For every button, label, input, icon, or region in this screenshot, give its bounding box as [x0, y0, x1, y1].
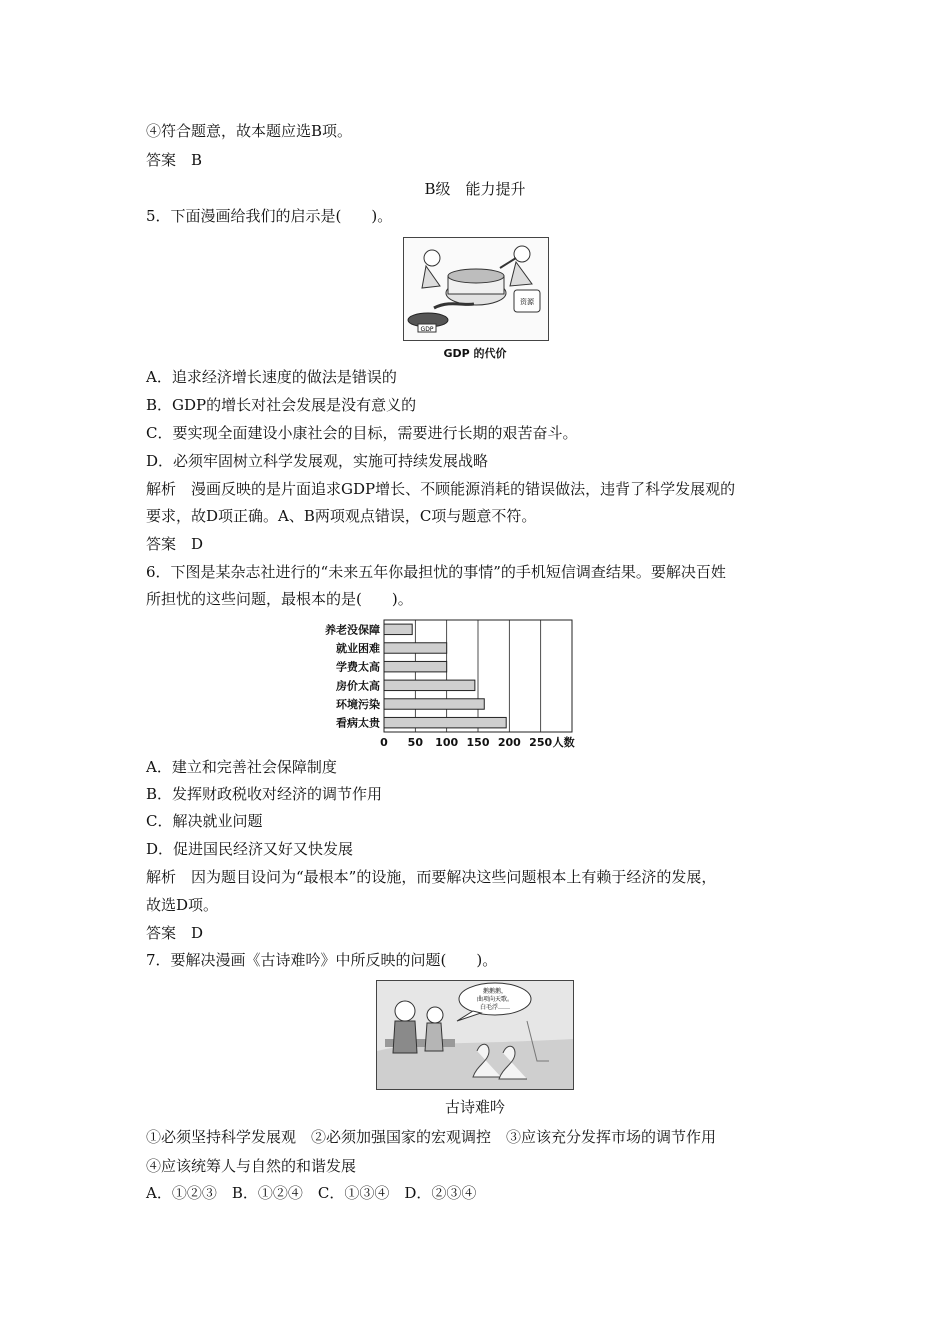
- bar: [384, 643, 447, 653]
- explanation-line: 要求，故D项正确。A、B两项观点错误，C项与题意不符。: [146, 507, 537, 525]
- x-tick-label: 200: [497, 736, 521, 749]
- bubble-line-2: 曲项向天歌。: [476, 996, 514, 1003]
- option-b: B．GDP的增长对社会发展是没有意义的: [146, 396, 417, 414]
- explanation-line: 故选D项。: [146, 896, 219, 914]
- bubble-line-3: 白毛浮……: [479, 1004, 511, 1011]
- explanation-line: 解析 漫画反映的是片面追求GDP增长、不顾能源消耗的错误做法，违背了科学发展观的: [146, 480, 736, 498]
- gdp-tag: GDP: [420, 326, 434, 333]
- bar: [384, 661, 447, 671]
- answer-line: 答案 D: [146, 535, 204, 553]
- x-tick-label: 100: [435, 736, 459, 749]
- option-c: C．要实现全面建设小康社会的目标，需要进行长期的艰苦奋斗。: [146, 424, 578, 442]
- category-label: 养老没保障: [325, 623, 380, 637]
- figure-1-caption: GDP 的代价: [443, 347, 507, 360]
- category-label: 房价太高: [336, 679, 380, 693]
- answer-line: 答案 D: [146, 924, 204, 942]
- answer-line: 答案 B: [146, 151, 203, 169]
- poem-cartoon-illustration: [377, 981, 573, 1089]
- text-line: ④符合题意，故本题应选B项。: [146, 122, 353, 140]
- option-d: D．促进国民经济又好又快发展: [146, 840, 354, 858]
- bubble-line-1: 鹅鹅鹅，: [482, 988, 508, 995]
- x-axis-label: 人数: [552, 736, 575, 749]
- category-label: 环境污染: [336, 698, 380, 711]
- survey-bar-chart: [310, 618, 620, 750]
- option-d: D．必须牢固树立科学发展观，实施可持续发展战略: [146, 452, 489, 470]
- x-tick-label: 0: [380, 736, 388, 749]
- question-6-cont: 所担忧的这些问题，最根本的是( )。: [146, 590, 413, 608]
- x-tick-label: 50: [407, 736, 423, 749]
- answer-options: A．①②③ B．①②④ C．①③④ D．②③④: [146, 1184, 477, 1202]
- option-c: C．解决就业问题: [146, 812, 263, 830]
- category-label: 看病太贵: [336, 716, 380, 730]
- explanation-line: 解析 因为题目设问为“最根本”的设施，而要解决这些问题根本上有赖于经济的发展，: [146, 868, 717, 886]
- option-a: A．追求经济增长速度的做法是错误的: [146, 368, 397, 386]
- gdp-cartoon-illustration: [404, 238, 548, 340]
- chart-svg: [310, 618, 620, 750]
- question-5: 5．下面漫画给我们的启示是( )。: [146, 207, 393, 225]
- poem-cartoon-figure: [376, 980, 574, 1090]
- resource-tag: 资源: [520, 298, 534, 306]
- bar: [384, 699, 484, 709]
- bar: [384, 624, 412, 634]
- question-7: 7．要解决漫画《古诗难吟》中所反映的问题( )。: [146, 951, 498, 969]
- figure-2-caption: 古诗难吟: [444, 1098, 505, 1116]
- category-label: 就业困难: [336, 642, 380, 655]
- question-6: 6．下图是某杂志社进行的“未来五年你最担忧的事情”的手机短信调查结果。要解决百姓: [146, 563, 726, 581]
- statement-list: ①必须坚持科学发展观 ②必须加强国家的宏观调控 ③应该充分发挥市场的调节作用: [146, 1128, 717, 1146]
- gdp-cartoon-figure: [403, 237, 549, 341]
- bar: [384, 680, 475, 690]
- option-a: A．建立和完善社会保障制度: [146, 758, 337, 776]
- category-label: 学费太高: [336, 660, 380, 674]
- section-heading: B级 能力提升: [424, 180, 526, 198]
- x-tick-label: 250: [529, 736, 553, 749]
- statement-list-cont: ④应该统筹人与自然的和谐发展: [146, 1157, 357, 1175]
- x-tick-label: 150: [466, 736, 490, 749]
- bar: [384, 717, 506, 727]
- option-b: B．发挥财政税收对经济的调节作用: [146, 785, 383, 803]
